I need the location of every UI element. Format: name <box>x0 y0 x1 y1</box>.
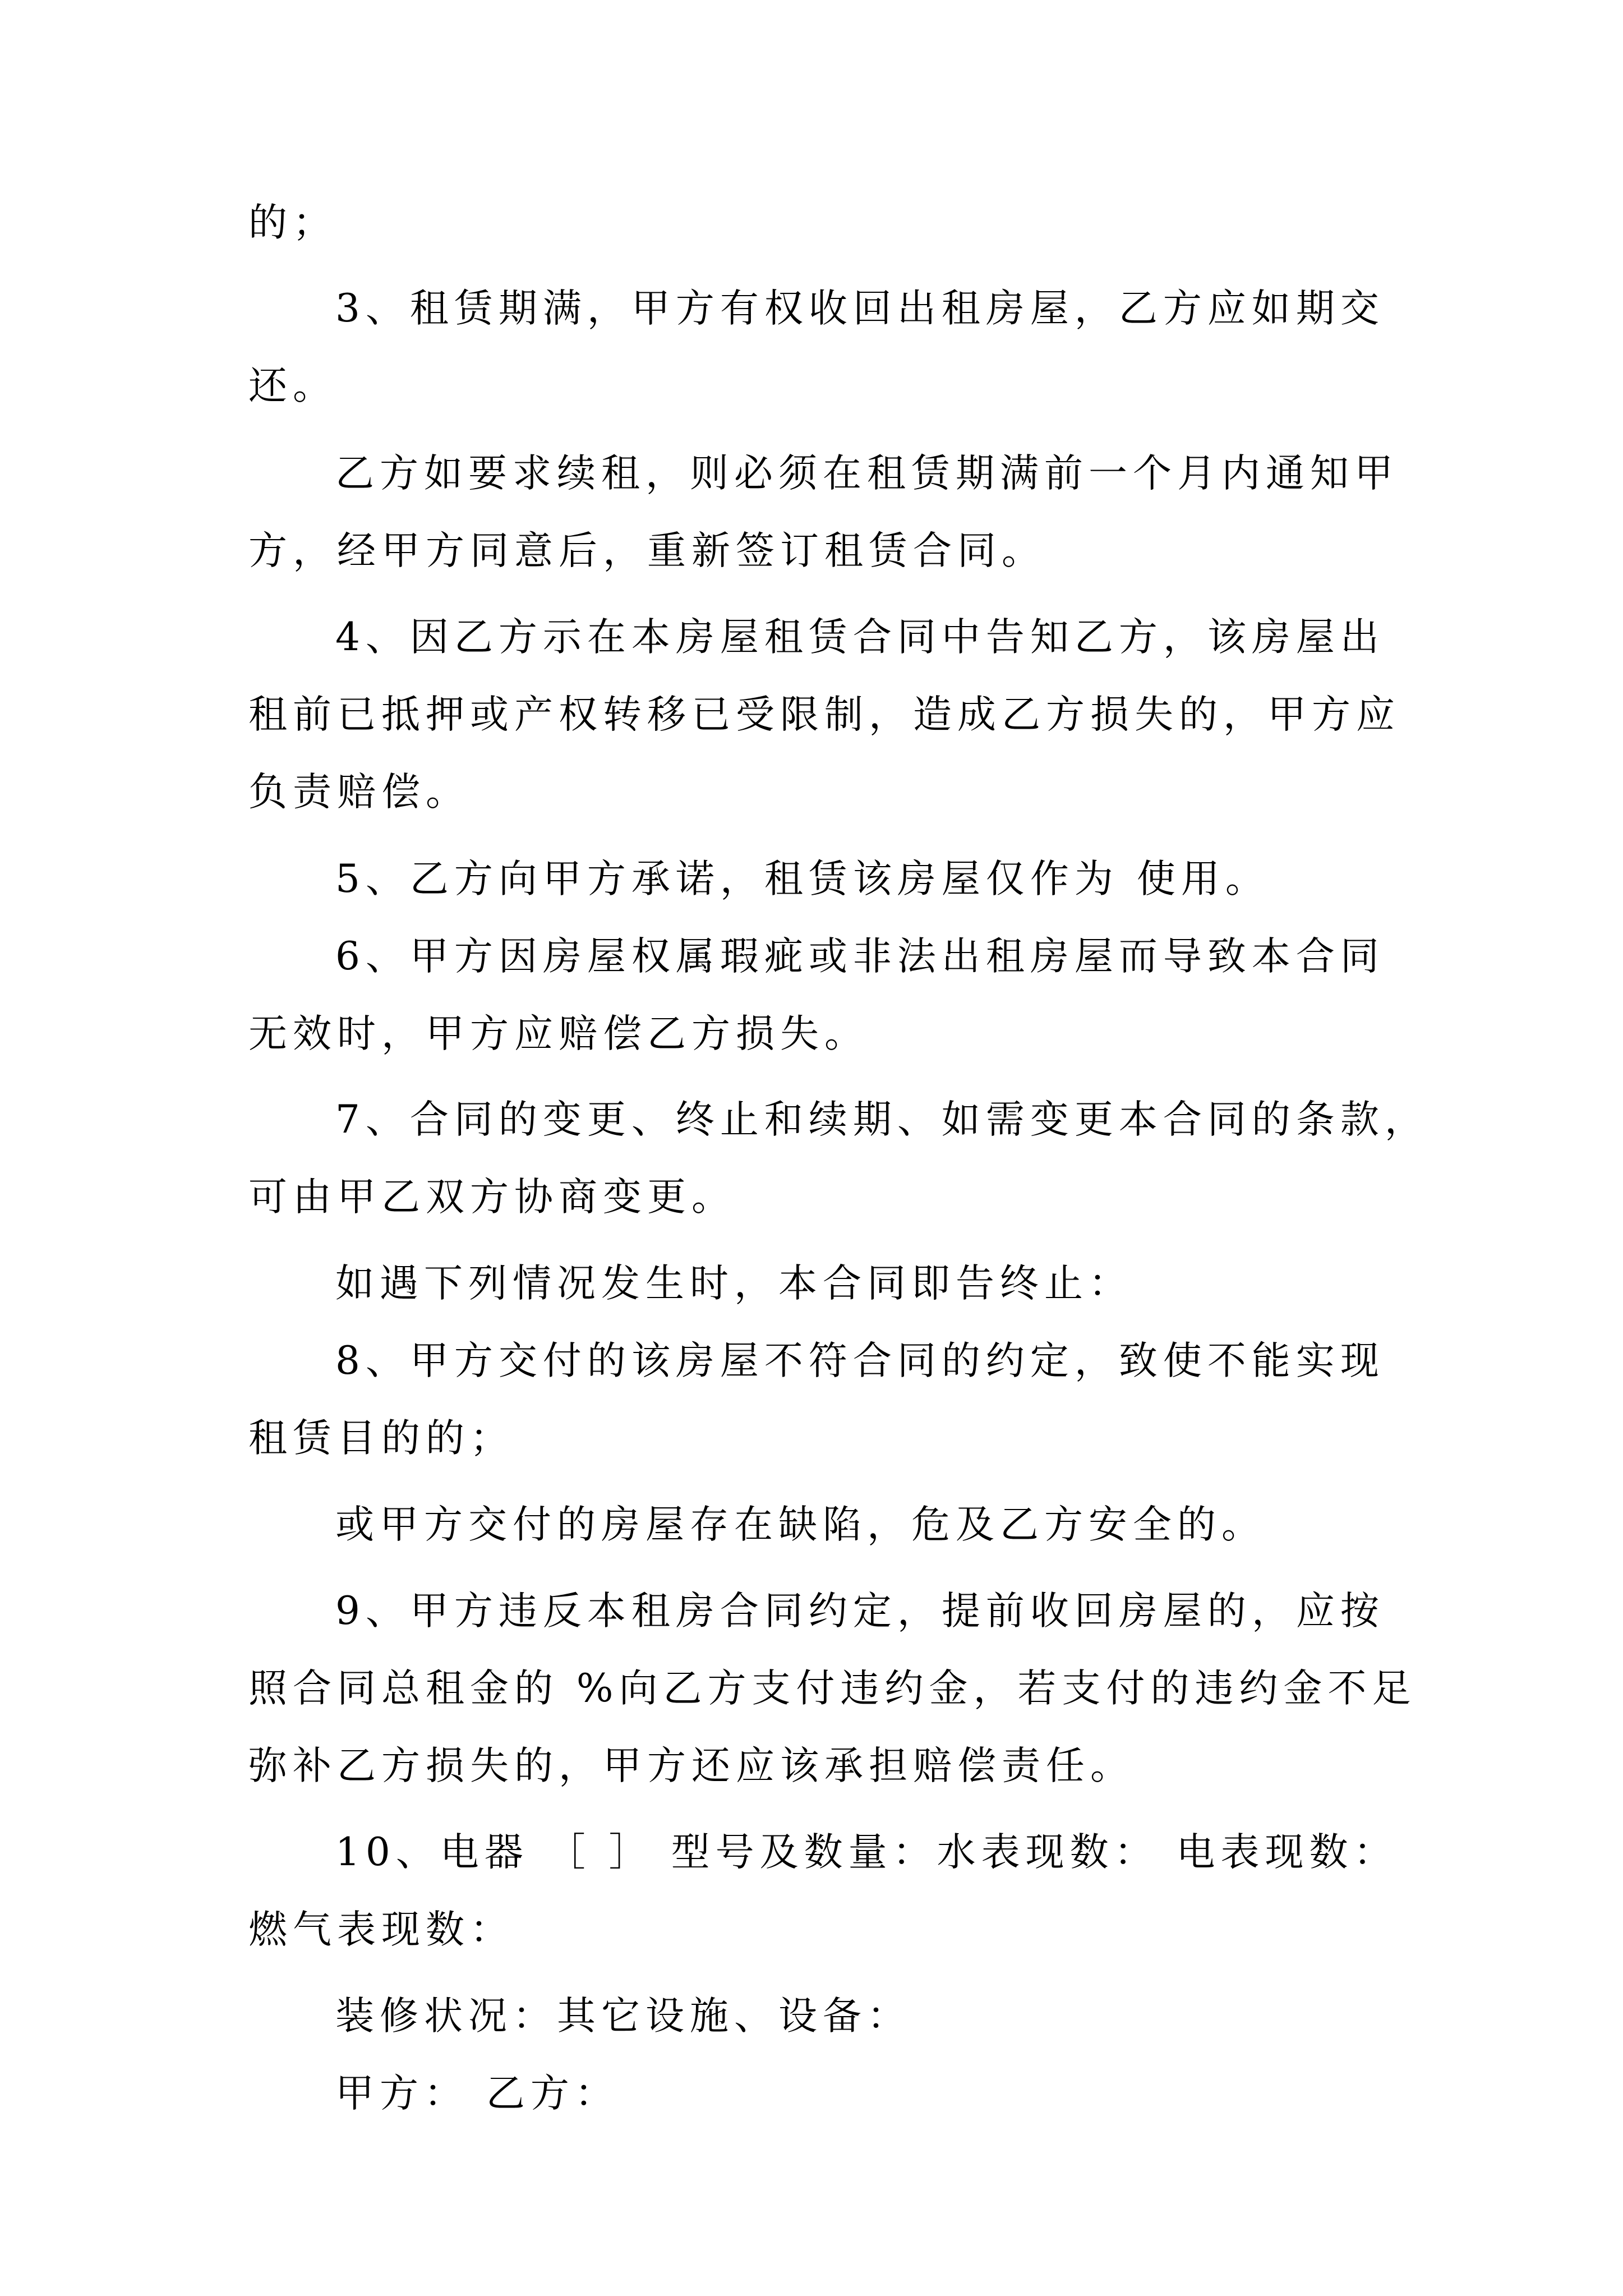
clause-4-line-3: 负责赔偿。 <box>248 770 470 815</box>
text-line: 的； <box>248 200 337 245</box>
renewal-line-1: 乙方如要求续租，则必须在租赁期满前一个月内通知甲 <box>335 451 1399 496</box>
clause-7-line-1: 7、合同的变更、终止和续期、如需变更本合同的条款， <box>335 1097 1429 1142</box>
clause-8-line-1: 8、甲方交付的该房屋不符合同的约定，致使不能实现 <box>335 1338 1385 1383</box>
renewal-line-2: 方，经甲方同意后，重新签订租赁合同。 <box>248 528 1046 573</box>
clause-6-line-2: 无效时，甲方应赔偿乙方损失。 <box>248 1011 869 1056</box>
clause-3-line-2: 还。 <box>248 364 337 408</box>
clause-7-line-2: 可由甲乙双方协商变更。 <box>248 1175 736 1220</box>
clause-9-line-3: 弥补乙方损失的，甲方还应该承担赔偿责任。 <box>248 1743 1135 1788</box>
clause-4-line-2: 租前已抵押或产权转移已受限制，造成乙方损失的，甲方应 <box>248 692 1400 737</box>
clause-10-line-1: 10、电器 ［ ］ 型号及数量：水表现数： 电表现数： <box>335 1830 1398 1875</box>
clause-8-line-3: 或甲方交付的房屋存在缺陷，危及乙方安全的。 <box>335 1502 1266 1547</box>
clause-8-line-2: 租赁目的的； <box>248 1416 514 1461</box>
clause-10-line-2: 燃气表现数： <box>248 1907 514 1952</box>
clause-4-line-1: 4、因乙方示在本房屋租赁合同中告知乙方，该房屋出 <box>335 615 1385 660</box>
signature-line: 甲方： 乙方： <box>335 2071 619 2116</box>
clause-9-line-2: 照合同总租金的 %向乙方支付违约金，若支付的违约金不足 <box>248 1666 1417 1711</box>
clause-5-line: 5、乙方向甲方承诺，租赁该房屋仅作为 使用。 <box>335 857 1270 901</box>
clause-6-line-1: 6、甲方因房屋权属瑕疵或非法出租房屋而导致本合同 <box>335 934 1385 979</box>
clause-9-line-1: 9、甲方违反本租房合同约定，提前收回房屋的，应按 <box>335 1589 1385 1634</box>
decoration-line: 装修状况：其它设施、设备： <box>335 1994 911 2039</box>
clause-3-line-1: 3、租赁期满，甲方有权收回出租房屋，乙方应如期交 <box>335 286 1385 331</box>
termination-intro-line: 如遇下列情况发生时，本合同即告终止： <box>335 1261 1133 1306</box>
